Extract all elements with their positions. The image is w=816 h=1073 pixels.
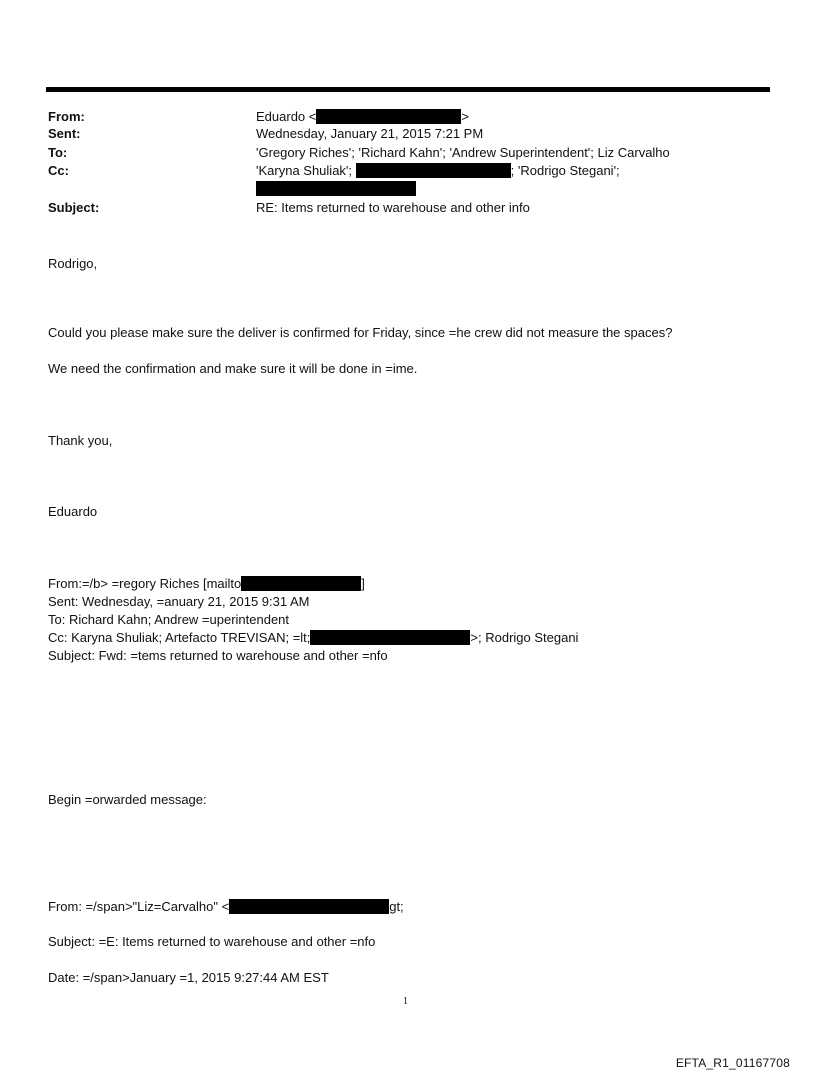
greeting: Rodrigo,: [48, 256, 98, 271]
from-value: [256, 109, 469, 125]
body-paragraph-1: Could you please make sure the deliver is confirmed for Friday, since =he crew did not measure the spaces?: [48, 325, 673, 340]
fwd1-cc: [48, 630, 578, 646]
fwd1-subject: Subject: Fwd: =tems returned to warehouse and other =nfo: [48, 648, 388, 663]
fwd1-sent: Sent: Wednesday, =anuary 21, 2015 9:31 AM: [48, 594, 310, 609]
body-paragraph-2: We need the confirmation and make sure it will be done in =ime.: [48, 361, 418, 376]
from-end: >: [461, 109, 469, 124]
redaction-box: [256, 181, 416, 196]
cc-value: [256, 163, 620, 179]
from-name: Eduardo <: [256, 109, 317, 124]
fwd1-cc-suffix: >; Rodrigo Stegani: [470, 630, 579, 645]
cc-label: Cc:: [48, 163, 69, 178]
fwd1-to: To: Richard Kahn; Andrew =uperintendent: [48, 612, 290, 627]
redaction-box: [229, 899, 389, 914]
from-label: From:: [48, 109, 85, 124]
fwd1-from-suffix: ]: [361, 576, 365, 591]
header-divider: [46, 87, 770, 92]
fwd2-date: Date: =/span>January =1, 2015 9:27:44 AM EST: [48, 970, 329, 985]
cc-part-2: ; 'Rodrigo Stegani';: [510, 163, 620, 178]
redaction-box: [316, 109, 461, 124]
signature: Eduardo: [48, 504, 98, 519]
page-number: 1: [403, 996, 408, 1007]
cc-value-line-2: [256, 181, 416, 197]
cc-part-1: 'Karyna Shuliak';: [256, 163, 353, 178]
fwd1-from-prefix: From:=/b> =regory Riches [mailto: [48, 576, 242, 591]
fwd1-from: [48, 576, 365, 592]
sent-value: Wednesday, January 21, 2015 7:21 PM: [256, 126, 484, 141]
sent-label: Sent:: [48, 126, 81, 141]
bates-number: EFTA_R1_01167708: [675, 1056, 790, 1070]
subject-value: RE: Items returned to warehouse and other info: [256, 200, 530, 215]
redaction-box: [356, 163, 511, 178]
fwd1-cc-prefix: Cc: Karyna Shuliak; Artefacto TREVISAN; =lt;: [48, 630, 311, 645]
redaction-box: [241, 576, 361, 591]
redaction-box: [310, 630, 470, 645]
to-label: To:: [48, 145, 68, 160]
fwd2-subject: Subject: =E: Items returned to warehouse and other =nfo: [48, 934, 376, 949]
to-value: 'Gregory Riches'; 'Richard Kahn'; 'Andrew Superintendent'; Liz Carvalho: [256, 145, 670, 160]
fwd2-from-suffix: gt;: [389, 899, 404, 914]
subject-label: Subject:: [48, 200, 100, 215]
fwd2-from: [48, 899, 404, 915]
fwd2-from-prefix: From: =/span>"Liz=Carvalho" <: [48, 899, 230, 914]
closing: Thank you,: [48, 433, 113, 448]
fwd2-begin: Begin =orwarded message:: [48, 792, 207, 807]
